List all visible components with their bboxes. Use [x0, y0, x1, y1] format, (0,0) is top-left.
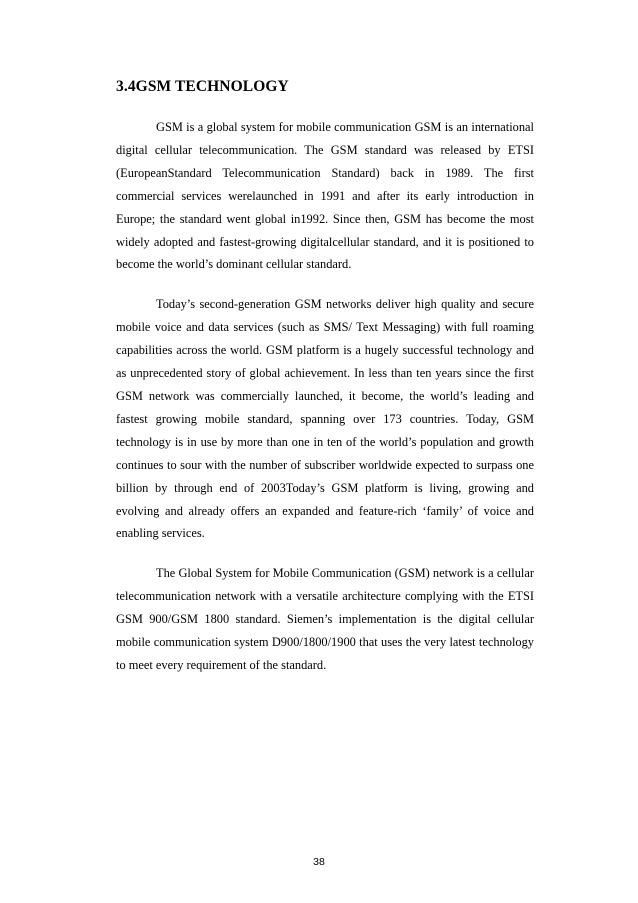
page-number: 38: [313, 856, 325, 868]
paragraph-gsm-overview: GSM is a global system for mobile communication GSM is an international digital cellular telecommunication. The GSM standard was released by ETSI (EuropeanStandard Telecommunication Standard) back in 1989. The first commercial services werelaunched in 1991 and after its early introduction in Europe; the standard went global in1992. Since then, GSM has become the most widely adopted and fastest-growing digitalcellular standard, and it is positioned to become the world’s dominant cellular standard.: [116, 120, 534, 272]
paragraph-second-generation: Today’s second-generation GSM networks deliver high quality and secure mobile voice and data services (such as SMS/ Text Messaging) with full roaming capabilities across the world. GSM platform is a hugely successful technology and as unprecedented story of global achievement. In less than ten years since the first GSM network was commercially launched, it become, the world’s leading and fastest growing mobile standard, spanning over 173 countries. Today, GSM technology is in use by more than one in ten of the world’s population and growth continues to sour with the number of subscriber worldwide expected to surpass one billion by through end of 2003Today’s GSM platform is living, growing and evolving and already offers an expanded and feature-rich ‘family’ of voice and enabling services.: [116, 297, 534, 541]
body-text: [116, 116, 534, 694]
paragraph-gsm-network: The Global System for Mobile Communication (GSM) network is a cellular telecommunication network with a versatile architecture complying with the ETSI GSM 900/GSM 1800 standard. Siemen’s implementation is the digital cellular mobile communication system D900/1800/1900 that uses the very latest technology to meet every requirement of the standard.: [116, 566, 534, 672]
section-heading: 3.4GSM TECHNOLOGY: [116, 78, 289, 95]
